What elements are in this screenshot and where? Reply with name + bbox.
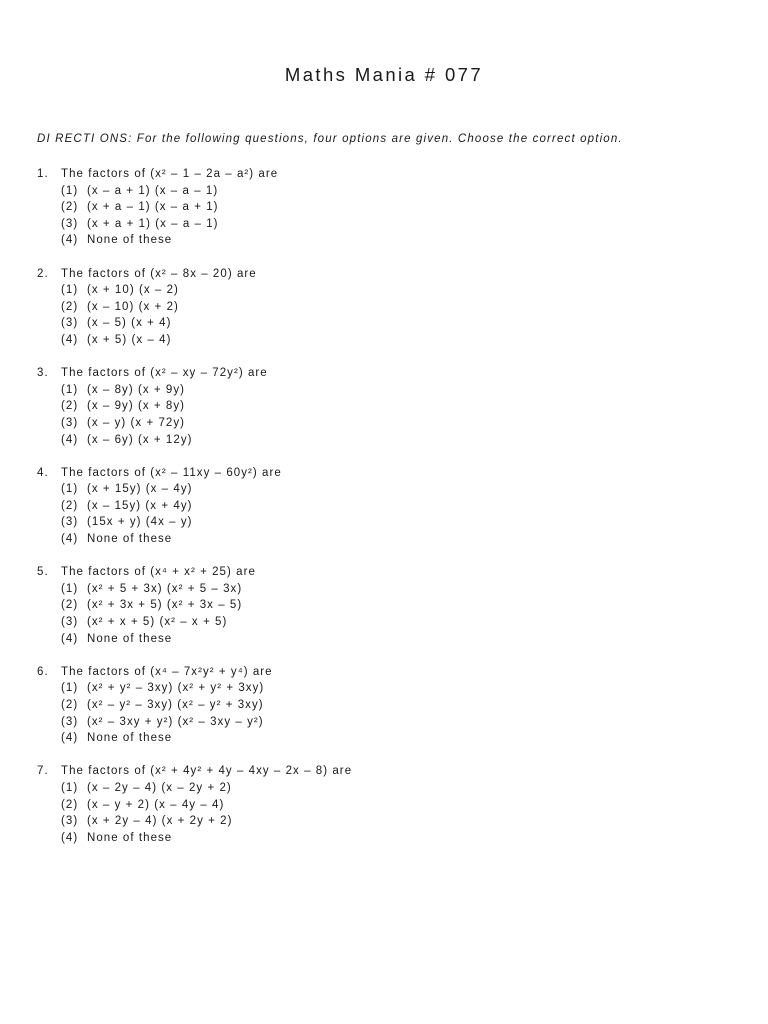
page-title: Maths Mania # 077 [284, 64, 484, 85]
question-text: The factors of (x² + 4y² + 4y – 4xy – 2x – 8) are [61, 765, 353, 778]
option-text: (x – 6y) (x + 12y) [87, 433, 193, 446]
option-text: (x – 2y – 4) (x – 2y + 2) [87, 781, 232, 794]
option-label: (3) [61, 317, 79, 330]
option-2 [37, 498, 737, 515]
option-4 [37, 232, 737, 249]
option-3 [37, 813, 737, 830]
option-label: (3) [61, 516, 79, 529]
option-text: (x – 10) (x + 2) [87, 300, 179, 313]
question-3 [37, 365, 737, 448]
option-2 [37, 697, 737, 714]
option-text: (x² – 3xy + y²) (x² – 3xy – y²) [87, 715, 264, 728]
option-text: (x + 10) (x – 2) [87, 284, 179, 297]
question-stem [37, 465, 737, 482]
option-label: (2) [61, 300, 79, 313]
option-text: (x² + 5 + 3x) (x² + 5 – 3x) [87, 582, 243, 595]
option-4 [37, 332, 737, 349]
option-text: (x² – y² – 3xy) (x² – y² + 3xy) [87, 699, 264, 711]
option-text: (x² + x + 5) (x² – x + 5) [87, 616, 228, 629]
option-label: (1) [61, 483, 79, 496]
option-text: None of these [87, 831, 173, 844]
option-text: None of these [87, 533, 173, 546]
question-number: 4. [37, 466, 49, 479]
question-number: 5. [37, 566, 49, 579]
question-number: 7. [37, 765, 49, 778]
option-1 [37, 282, 737, 299]
question-text: The factors of (x⁴ + x² + 25) are [61, 566, 256, 579]
option-2 [37, 597, 737, 614]
option-label: (4) [61, 632, 79, 645]
option-2 [37, 299, 737, 316]
question-stem [37, 266, 737, 283]
option-label: (2) [61, 798, 79, 811]
question-text: The factors of (x² – 1 – 2a – a²) are [61, 168, 279, 180]
question-6 [37, 664, 737, 747]
option-4 [37, 830, 737, 847]
option-3 [37, 315, 737, 332]
question-7 [37, 763, 737, 846]
option-3 [37, 415, 737, 432]
option-1 [37, 581, 737, 598]
option-label: (2) [61, 599, 79, 612]
option-label: (3) [61, 616, 79, 629]
option-text: (x – 9y) (x + 8y) [87, 400, 186, 413]
option-text: (15x + y) (4x – y) [87, 516, 193, 529]
question-stem [37, 664, 737, 681]
question-number: 3. [37, 367, 49, 380]
option-label: (4) [61, 831, 79, 844]
option-text: (x + 2y – 4) (x + 2y + 2) [87, 815, 233, 828]
question-2 [37, 266, 737, 349]
option-text: (x + a – 1) (x – a + 1) [87, 201, 219, 214]
option-label: (2) [61, 400, 79, 413]
option-label: (1) [61, 682, 79, 695]
question-stem [37, 166, 737, 183]
option-text: (x + 5) (x – 4) [87, 333, 172, 346]
option-3 [37, 514, 737, 531]
option-text: None of these [87, 632, 173, 645]
option-label: (3) [61, 416, 79, 429]
option-2 [37, 797, 737, 814]
question-4 [37, 465, 737, 548]
option-label: (2) [61, 499, 79, 512]
option-label: (1) [61, 284, 79, 297]
option-label: (2) [61, 201, 79, 214]
option-text: None of these [87, 732, 173, 745]
question-stem [37, 763, 737, 780]
question-list [37, 166, 737, 863]
question-1 [37, 166, 737, 249]
option-text: (x – 8y) (x + 9y) [87, 383, 186, 396]
option-3 [37, 216, 737, 233]
option-label: (1) [61, 582, 79, 595]
option-label: (4) [61, 234, 79, 247]
option-3 [37, 614, 737, 631]
option-label: (4) [61, 732, 79, 745]
option-label: (1) [61, 781, 79, 794]
question-stem [37, 564, 737, 581]
option-text: (x + a + 1) (x – a – 1) [87, 217, 219, 230]
option-1 [37, 481, 737, 498]
option-1 [37, 680, 737, 697]
option-label: (2) [61, 699, 79, 711]
option-label: (1) [61, 184, 79, 197]
option-label: (3) [61, 715, 79, 728]
question-5 [37, 564, 737, 647]
option-4 [37, 531, 737, 548]
option-text: (x + 15y) (x – 4y) [87, 483, 193, 496]
directions-text: DI RECTI ONS: For the following questions, four options are given. Choose the correct option. [37, 133, 623, 145]
question-number: 6. [37, 665, 49, 678]
option-text: (x – a + 1) (x – a – 1) [87, 184, 219, 197]
question-text: The factors of (x⁴ – 7x²y² + y⁴) are [61, 665, 273, 678]
question-text: The factors of (x² – 8x – 20) are [61, 267, 257, 280]
option-2 [37, 398, 737, 415]
option-3 [37, 714, 737, 731]
option-label: (3) [61, 815, 79, 828]
option-label: (4) [61, 333, 79, 346]
option-1 [37, 183, 737, 200]
question-text: The factors of (x² – 11xy – 60y²) are [61, 466, 282, 479]
option-2 [37, 199, 737, 216]
question-number: 1. [37, 168, 49, 180]
option-label: (3) [61, 217, 79, 230]
option-text: (x – y) (x + 72y) [87, 416, 186, 429]
question-text: The factors of (x² – xy – 72y²) are [61, 367, 268, 380]
option-text: (x – 5) (x + 4) [87, 317, 172, 330]
option-text: None of these [87, 234, 173, 247]
option-text: (x² + y² – 3xy) (x² + y² + 3xy) [87, 682, 265, 695]
question-number: 2. [37, 267, 49, 280]
option-label: (4) [61, 533, 79, 546]
option-4 [37, 631, 737, 648]
option-1 [37, 382, 737, 399]
option-4 [37, 432, 737, 449]
question-stem [37, 365, 737, 382]
option-text: (x – y + 2) (x – 4y – 4) [87, 798, 225, 811]
option-1 [37, 780, 737, 797]
option-label: (1) [61, 383, 79, 396]
option-label: (4) [61, 433, 79, 446]
option-text: (x – 15y) (x + 4y) [87, 499, 193, 512]
option-4 [37, 730, 737, 747]
option-text: (x² + 3x + 5) (x² + 3x – 5) [87, 599, 243, 612]
